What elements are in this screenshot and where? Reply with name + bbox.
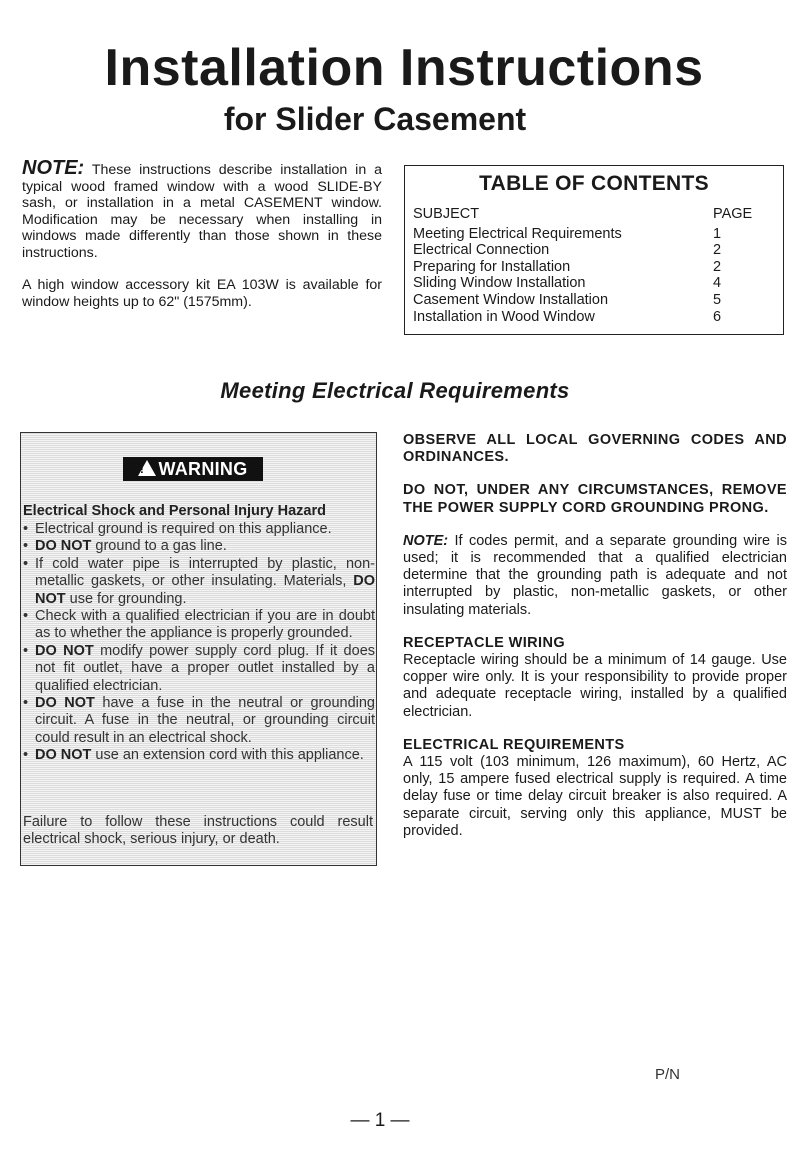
bullet: • [23,642,29,659]
note-label: NOTE: [403,532,449,549]
section-heading: Meeting Electrical Requirements [220,378,570,403]
do-not-remove-prong: DO NOT, UNDER ANY CIRCUMSTANCES, REMOVE THE POWER SUPPLY CORD GROUNDING PRONG. [403,482,787,516]
hazard-text: Electrical ground is required on this appliance. [35,521,332,537]
toc-subject: Sliding Window Installation [413,275,586,292]
table-of-contents [404,165,784,335]
page-subtitle: for Slider Casement [223,101,527,137]
toc-subject: Casement Window Installation [413,291,609,308]
bullet: • [23,695,29,712]
list-item [23,556,375,608]
bullet: • [23,555,29,572]
bullet: • [23,608,29,625]
toc-row [405,275,783,292]
toc-page: 2 [713,242,722,259]
toc-subject: Installation in Wood Window [413,308,595,325]
electrical-text: A 115 volt (103 minimum, 126 maximum), 60 Hertz, AC only, 15 ampere fused electrical supply is required. A time delay fuse or time delay circuit breaker is also required. A separate circuit, serving only this appliance, MUST be provided. [403,754,787,839]
toc-subject-header: SUBJECT [413,206,480,222]
hazard-strong: DO NOT [35,538,92,555]
warning-label: WARNING [158,459,248,479]
toc-subject: Meeting Electrical Requirements [413,225,622,242]
hazard-strong: DO NOT [35,747,92,764]
note-text: These instructions describe installation in a typical wood framed window with a wood SLIDE-BY sash, or installation in a metal CASEMENT window. Modification may be necessary when installing in windows made differently than those shown in these instructions. [22,162,382,261]
hazard-strong: DO NOT [35,642,94,659]
electrical-heading: ELECTRICAL REQUIREMENTS [403,736,625,753]
grounding-note [403,533,787,619]
receptacle-text: Receptacle wiring should be a minimum of 14 gauge. Use copper wire only. It is your responsibility to provide proper and adequate receptacle wiring, installed by a qualified electrician. [403,652,787,720]
hazard-text: use an extension cord with this appliance. [91,747,364,764]
note-label: NOTE: [22,157,85,179]
toc-header-row [405,206,783,223]
toc-page: 6 [713,308,722,325]
hazard-text: Check with a qualified electrician if you are in doubt as to whether the appliance is properly grounded. [35,608,375,642]
hazard-text: If cold water pipe is interrupted by plastic, non-metallic gaskets, or other insulating. Materials, [35,555,375,590]
receptacle-heading: RECEPTACLE WIRING [403,634,566,651]
intro-note [22,157,382,326]
toc-page-header: PAGE [713,206,753,222]
list-item [23,521,375,538]
list-item [23,538,375,555]
hazard-text: use for grounding. [65,590,187,607]
note-paragraph [22,157,382,261]
toc-row [405,259,783,276]
page-title: Installation Instructions [104,39,704,97]
toc-row [405,226,783,243]
toc-page: 4 [713,275,722,292]
toc-row [405,242,783,259]
hazard-strong: DO NOT [35,695,95,712]
exclamation-icon: ! [139,462,145,476]
toc-page: 1 [713,225,722,242]
list-item [23,747,375,764]
toc-subject: Preparing for Installation [413,258,571,275]
toc-row [405,292,783,309]
kit-note: A high window accessory kit EA 103W is available for window heights up to 62" (1575mm). [22,277,382,310]
failure-statement: Failure to follow these instructions could result electrical shock, serious injury, or death. [23,814,373,848]
warning-box [20,432,377,866]
observe-codes: OBSERVE ALL LOCAL GOVERNING CODES AND ORDINANCES. [403,432,787,466]
hazard-text: modify power supply cord plug. If it does not fit outlet, have a proper outlet installed by a qualified electrician. [35,642,376,694]
toc-row [405,309,783,326]
requirements-column [403,432,787,856]
part-number-label: P/N [655,1066,681,1083]
toc-subject: Electrical Connection [413,242,550,259]
hazard-text: have a fuse in the neutral or grounding circuit. A fuse in the neutral, or grounding circuit could result in an electrical shock. [35,695,375,746]
page-number: — 1 — [350,1110,410,1131]
warning-badge [123,457,263,481]
toc-page: 5 [713,291,722,308]
list-item [23,643,375,695]
toc-page: 2 [713,258,722,275]
hazard-title: Electrical Shock and Personal Injury Hazard [23,503,326,519]
toc-title: TABLE OF CONTENTS [479,172,709,195]
hazard-text: ground to a gas line. [91,538,227,555]
bullet: • [23,521,29,537]
hazard-strong: DO NOT [35,573,375,607]
bullet: • [23,538,29,555]
hazard-list [23,521,375,765]
list-item [23,695,375,747]
note-text: If codes permit, and a separate grounding wire is used; it is recommended that a qualified electrician determine that the grounding path is adequate and not interrupted by plastic, non-metallic gaskets, or other insulating materials. [403,532,787,618]
list-item [23,608,375,643]
bullet: • [23,747,29,764]
